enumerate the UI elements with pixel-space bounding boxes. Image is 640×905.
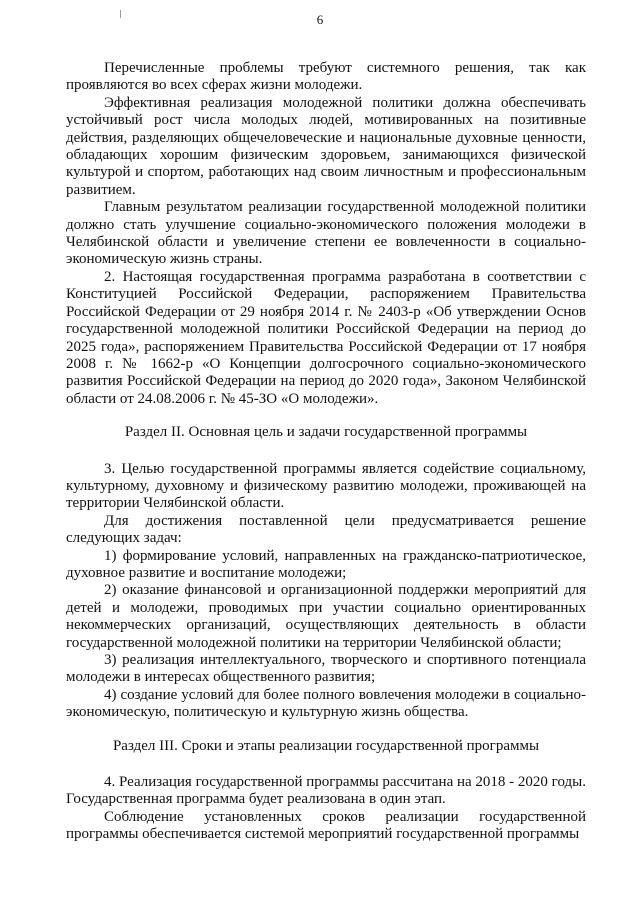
paragraph-timeline: 4. Реализация государственной программы рассчитана на 2018 - 2020 годы. Государственная программа будет реализована в один этап. bbox=[66, 774, 586, 808]
paragraph-tasks-intro: Для достижения поставленной цели предусматривается решение следующих задач: bbox=[66, 512, 586, 547]
paragraph-compliance: Соблюдение установленных сроков реализации государственной программы обеспечивается системой мероприятий государственной программы bbox=[66, 808, 586, 843]
task-item-4: 4) создание условий для более полного вовлечения молодежи в социально-экономическую, политическую и культурную жизнь общества. bbox=[66, 686, 586, 721]
scan-artifact bbox=[120, 10, 121, 18]
section-heading-timeline: Раздел III. Сроки и этапы реализации государственной программы bbox=[112, 737, 540, 754]
section-heading-goals: Раздел II. Основная цель и задачи государственной программы bbox=[124, 424, 528, 441]
task-item-2: 2) оказание финансовой и организационной поддержки мероприятий для детей и молодежи, проводимых при участии социально ориентированных некоммерческих организаций, осуществляющих деятельность в области государственной молодежной политики на территории Челябинской области; bbox=[66, 582, 586, 651]
task-item-3: 3) реализация интеллектуального, творческого и спортивного потенциала молодежи в интересах общественного развития; bbox=[66, 652, 586, 686]
paragraph-problems: Перечисленные проблемы требуют системного решения, так как проявляются во всех сферах жизни молодежи. bbox=[66, 60, 586, 94]
document-body bbox=[66, 60, 586, 844]
paragraph-main-result: Главным результатом реализации государственной молодежной политики должно стать улучшение социально-экономического положения молодежи в Челябинской области и увеличение степени ее вовлеченности в социально-экономическую жизнь страны. bbox=[66, 199, 586, 268]
paragraph-goal: 3. Целью государственной программы является содействие социальному, культурному, духовному и физическому развитию молодежи, проживающей на территории Челябинской области. bbox=[66, 460, 586, 512]
paragraph-effective-policy: Эффективная реализация молодежной политики должна обеспечивать устойчивый рост числа молодых людей, мотивированных на позитивные действия, разделяющих общечеловеческие и национальные духовные ценности, обладающих хорошим физическим здоровьем, занимающихся физической культурой и спортом, работающих над своим личностным и профессиональным развитием. bbox=[66, 94, 586, 198]
task-item-1: 1) формирование условий, направленных на гражданско-патриотическое, духовное развитие и воспитание молодежи; bbox=[66, 547, 586, 581]
page-number: 6 bbox=[316, 12, 324, 27]
paragraph-legal-basis: 2. Настоящая государственная программа разработана в соответствии с Конституцией Российской Федерации, распоряжением Правительства Российской Федерации от 29 ноября 2014 г. № 2403-р «Об утверждении Основ государственной молодежной политики Российской Федерации на период до 2025 года», распоряжением Правительства Российской Федерации от 17 ноября 2008 г. № 1662-р «О Концепции долгосрочного социально-экономического развития Российской Федерации на период до 2020 года», Законом Челябинской области от 24.08.2006 г. № 45-ЗО «О молодежи». bbox=[66, 268, 586, 407]
